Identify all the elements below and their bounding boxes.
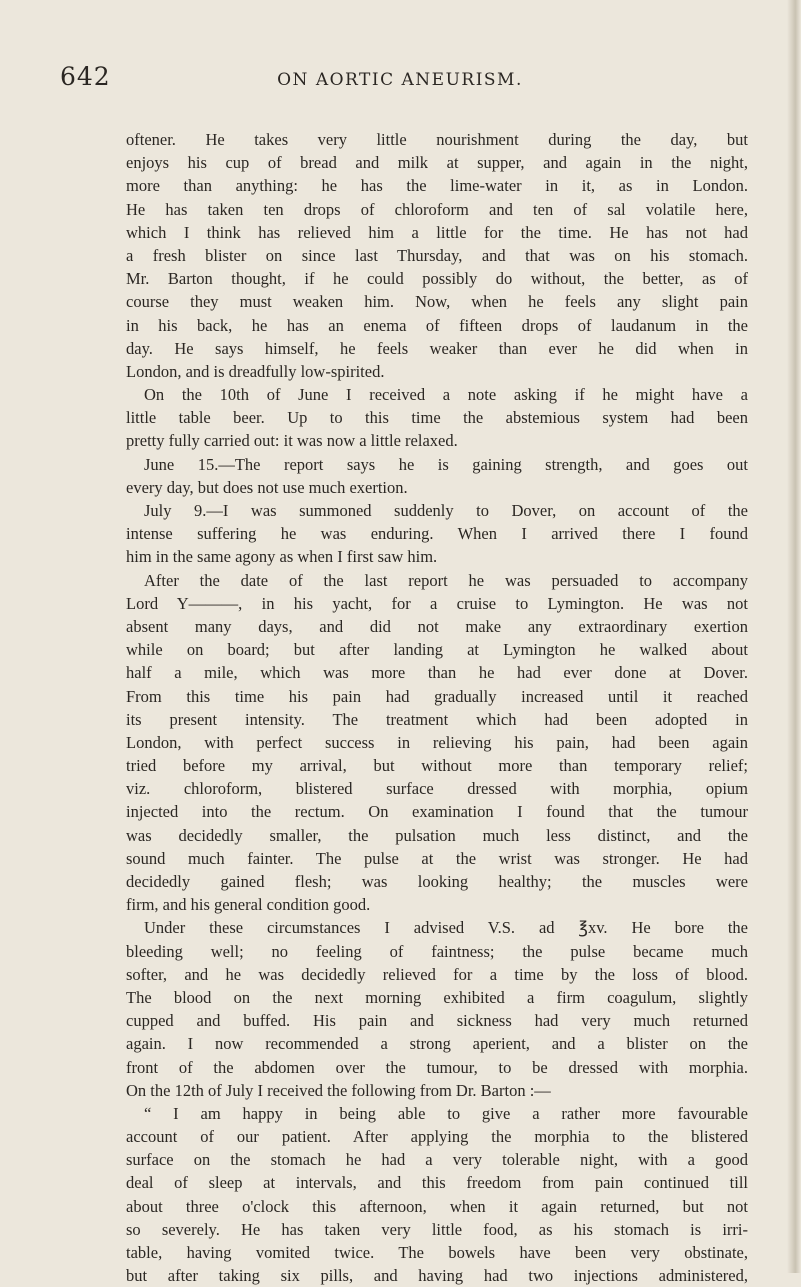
running-title: ON AORTIC ANEURISM. xyxy=(277,70,523,90)
text-line: From this time his pain had gradually increased until it reached xyxy=(126,686,748,706)
text-line: softer, and he was decidedly relieved for a time by the loss of blood. xyxy=(126,964,748,984)
text-line: After the date of the last report he was persuaded to accompany xyxy=(144,570,748,590)
text-line: every day, but does not use much exertion. xyxy=(126,477,408,497)
text-line: intense suffering he was enduring. When I arrived there I found xyxy=(126,524,748,544)
text-line: its present intensity. The treatment which had been adopted in xyxy=(126,709,748,729)
text-line: “ I am happy in being able to give a rather more favourable xyxy=(144,1103,748,1123)
text-line: surface on the stomach he had a very tolerable night, with a good xyxy=(126,1150,748,1170)
text-line: firm, and his general condition good. xyxy=(126,895,371,915)
text-line: again. I now recommended a strong aperient, and a blister on the xyxy=(126,1034,748,1054)
text-line: half a mile, which was more than he had ever done at Dover. xyxy=(126,663,748,683)
text-line: was decidedly smaller, the pulsation much less distinct, and the xyxy=(126,825,748,845)
text-line: more than anything: he has the lime-water in it, as in London. xyxy=(126,176,748,196)
text-line: cupped and buffed. His pain and sickness had very much returned xyxy=(126,1011,748,1031)
text-line: London, and is dreadfully low-spirited. xyxy=(126,361,385,381)
text-line: little table beer. Up to this time the abstemious system had been xyxy=(126,408,748,428)
text-line: June 15.—The report says he is gaining strength, and goes out xyxy=(144,454,748,474)
text-line: so severely. He has taken very little food, as his stomach is irri- xyxy=(126,1219,748,1239)
text-line: bleeding well; no feeling of faintness; the pulse became much xyxy=(126,941,748,961)
text-line: Lord Y———, in his yacht, for a cruise to Lymington. He was not xyxy=(126,593,748,613)
page-number: 642 xyxy=(60,62,111,91)
body-text xyxy=(126,128,748,1287)
text-line: in his back, he has an enema of fifteen drops of laudanum in the xyxy=(126,315,748,335)
text-line: table, having vomited twice. The bowels have been very obstinate, xyxy=(126,1243,748,1262)
text-line: July 9.—I was summoned suddenly to Dover, on account of the xyxy=(144,501,748,520)
text-line: about three o'clock this afternoon, when it again returned, but not xyxy=(126,1196,748,1216)
text-line: tried before my arrival, but without more than temporary relief; xyxy=(126,756,748,776)
text-line: but after taking six pills, and having had two injections administered, xyxy=(126,1266,748,1286)
text-line: decidedly gained flesh; was looking healthy; the muscles were xyxy=(126,872,748,891)
text-line: course they must weaken him. Now, when he feels any slight pain xyxy=(126,292,748,312)
text-line: absent many days, and did not make any extraordinary exertion xyxy=(126,616,748,636)
text-line: account of our patient. After applying the morphia to the blistered xyxy=(126,1127,748,1147)
text-line: Mr. Barton thought, if he could possibly do without, the better, as of xyxy=(126,269,748,289)
text-line: day. He says himself, he feels weaker than ever he did when in xyxy=(126,338,748,358)
text-line: oftener. He takes very little nourishment during the day, but xyxy=(126,130,748,149)
text-line: On the 10th of June I received a note asking if he might have a xyxy=(144,385,748,405)
page-edge-shadow xyxy=(787,0,801,1273)
text-line: front of the abdomen over the tumour, to be dressed with morphia. xyxy=(126,1057,748,1077)
text-line: him in the same agony as when I first saw him. xyxy=(126,547,438,567)
text-line: On the 12th of July I received the following from Dr. Barton :— xyxy=(126,1080,551,1100)
text-line: a fresh blister on since last Thursday, and that was on his stomach. xyxy=(126,245,748,265)
text-line: Under these circumstances I advised V.S. ad ℥xv. He bore the xyxy=(144,918,748,938)
text-line: The blood on the next morning exhibited a firm coagulum, slightly xyxy=(126,987,748,1007)
text-line: pretty fully carried out: it was now a little relaxed. xyxy=(126,431,458,451)
text-line: which I think has relieved him a little for the time. He has not had xyxy=(126,222,748,242)
text-line: sound much fainter. The pulse at the wrist was stronger. He had xyxy=(126,848,748,868)
text-line: injected into the rectum. On examination I found that the tumour xyxy=(126,802,748,822)
text-line: viz. chloroform, blistered surface dressed with morphia, opium xyxy=(126,779,748,799)
text-line: enjoys his cup of bread and milk at supper, and again in the night, xyxy=(126,153,748,173)
text-line: while on board; but after landing at Lymington he walked about xyxy=(126,640,748,660)
text-line: deal of sleep at intervals, and this freedom from pain continued till xyxy=(126,1173,748,1193)
text-line: London, with perfect success in relieving his pain, had been again xyxy=(126,732,748,752)
page-header xyxy=(60,62,740,102)
text-line: He has taken ten drops of chloroform and ten of sal volatile here, xyxy=(126,199,748,219)
